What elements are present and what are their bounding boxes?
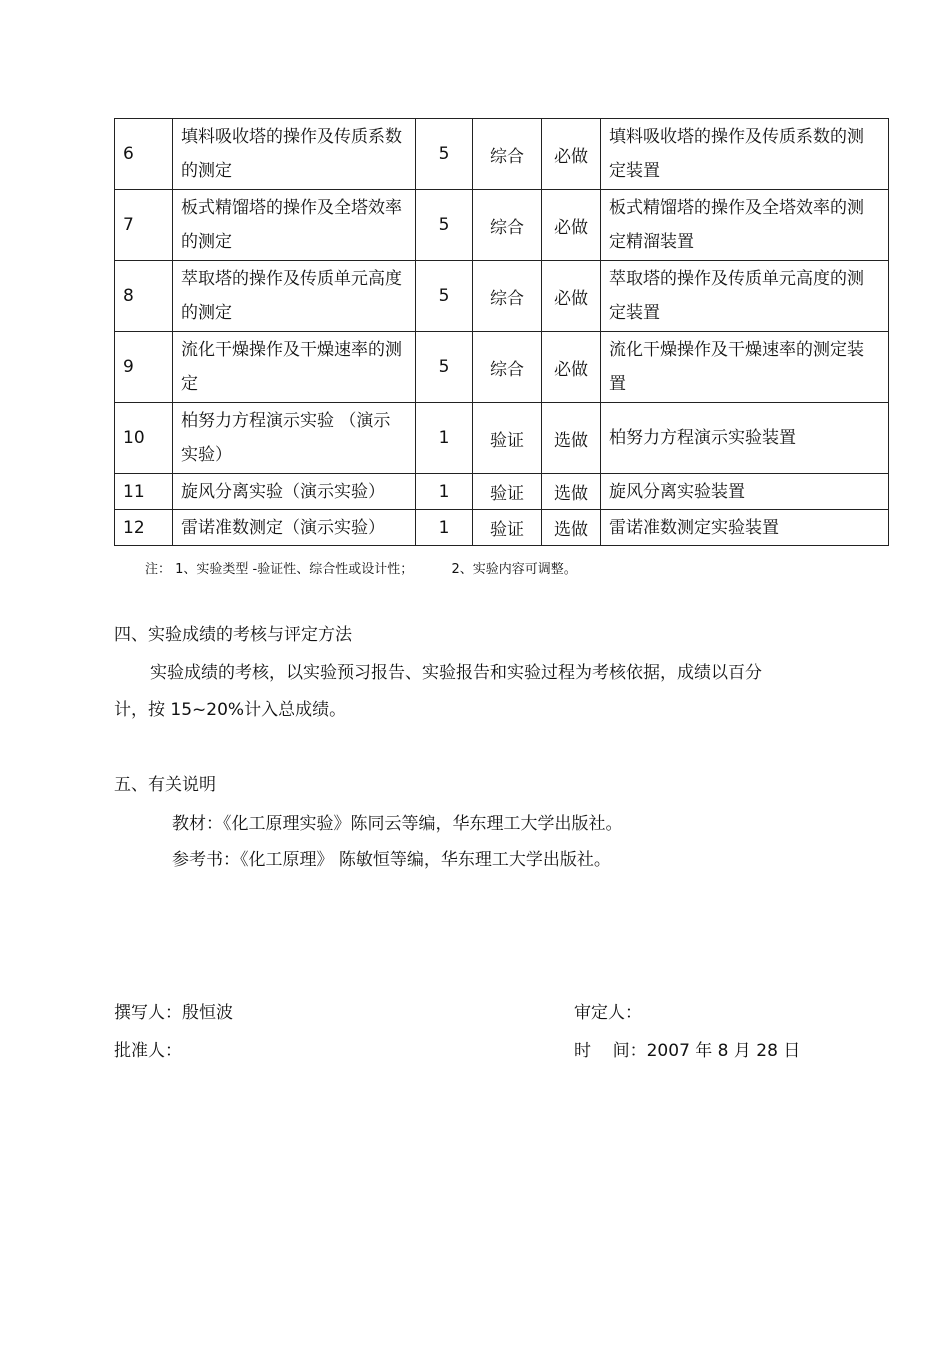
table-row bbox=[115, 510, 889, 546]
row-number: 12 bbox=[115, 510, 173, 546]
experiment-name: 板式精馏塔的操作及全塔效率的测定 bbox=[173, 190, 416, 261]
experiment-hours: 5 bbox=[416, 119, 473, 190]
reviewer-signature: 审定人： bbox=[574, 1003, 642, 1023]
table-note bbox=[145, 558, 577, 577]
experiment-device: 填料吸收塔的操作及传质系数的测定装置 bbox=[601, 119, 889, 190]
row-number: 11 bbox=[115, 474, 173, 510]
table-row bbox=[115, 119, 889, 190]
row-number: 9 bbox=[115, 332, 173, 403]
author-signature: 撰写人：殷恒波 bbox=[114, 1003, 233, 1023]
experiment-type: 综合 bbox=[473, 190, 542, 261]
experiment-hours: 5 bbox=[416, 190, 473, 261]
experiment-requirement: 选做 bbox=[542, 474, 601, 510]
experiment-device: 板式精馏塔的操作及全塔效率的测定精溜装置 bbox=[601, 190, 889, 261]
experiment-hours: 1 bbox=[416, 474, 473, 510]
experiment-type: 验证 bbox=[473, 510, 542, 546]
experiment-name: 旋风分离实验（演示实验） bbox=[173, 474, 416, 510]
experiment-hours: 1 bbox=[416, 403, 473, 474]
experiment-requirement: 必做 bbox=[542, 332, 601, 403]
experiment-requirement: 必做 bbox=[542, 190, 601, 261]
experiment-requirement: 必做 bbox=[542, 261, 601, 332]
textbook-line: 教材：《化工原理实验》陈同云等编，华东理工大学出版社。 bbox=[172, 814, 623, 834]
experiment-type: 综合 bbox=[473, 119, 542, 190]
experiment-name: 雷诺准数测定（演示实验） bbox=[173, 510, 416, 546]
date-line: 时 间：2007 年 8 月 28 日 bbox=[574, 1041, 801, 1061]
experiment-requirement: 选做 bbox=[542, 403, 601, 474]
experiment-name: 流化干燥操作及干燥速率的测定 bbox=[173, 332, 416, 403]
table-row bbox=[115, 403, 889, 474]
section4-line2: 计，按 15~20%计入总成绩。 bbox=[114, 700, 347, 720]
table-row bbox=[115, 190, 889, 261]
experiment-type: 综合 bbox=[473, 261, 542, 332]
row-number: 10 bbox=[115, 403, 173, 474]
experiment-device: 柏努力方程演示实验装置 bbox=[601, 403, 889, 474]
experiment-table-body bbox=[115, 119, 889, 546]
experiment-type: 验证 bbox=[473, 474, 542, 510]
experiment-requirement: 选做 bbox=[542, 510, 601, 546]
table-row bbox=[115, 332, 889, 403]
reference-line: 参考书：《化工原理》 陈敏恒等编，华东理工大学出版社。 bbox=[172, 850, 611, 870]
experiment-hours: 5 bbox=[416, 332, 473, 403]
experiment-device: 雷诺准数测定实验装置 bbox=[601, 510, 889, 546]
note-part2: 2、实验内容可调整。 bbox=[451, 562, 577, 577]
row-number: 8 bbox=[115, 261, 173, 332]
experiment-hours: 1 bbox=[416, 510, 473, 546]
experiment-hours: 5 bbox=[416, 261, 473, 332]
note-part1: 注： 1、实验类型 -验证性、综合性或设计性； bbox=[145, 562, 414, 577]
section4-line1: 实验成绩的考核，以实验预习报告、实验报告和实验过程为考核依据，成绩以百分 bbox=[150, 663, 762, 683]
row-number: 7 bbox=[115, 190, 173, 261]
experiment-device: 萃取塔的操作及传质单元高度的测定装置 bbox=[601, 261, 889, 332]
experiment-type: 验证 bbox=[473, 403, 542, 474]
experiment-requirement: 必做 bbox=[542, 119, 601, 190]
experiment-name: 填料吸收塔的操作及传质系数的测定 bbox=[173, 119, 416, 190]
experiment-table bbox=[114, 118, 889, 546]
section4-heading: 四、实验成绩的考核与评定方法 bbox=[114, 625, 352, 645]
experiment-name: 柏努力方程演示实验 （演示实验） bbox=[173, 403, 416, 474]
section5-heading: 五、有关说明 bbox=[114, 775, 216, 795]
experiment-name: 萃取塔的操作及传质单元高度的测定 bbox=[173, 261, 416, 332]
table-row bbox=[115, 261, 889, 332]
approver-signature: 批准人： bbox=[114, 1041, 182, 1061]
experiment-device: 旋风分离实验装置 bbox=[601, 474, 889, 510]
experiment-device: 流化干燥操作及干燥速率的测定装置 bbox=[601, 332, 889, 403]
table-row bbox=[115, 474, 889, 510]
row-number: 6 bbox=[115, 119, 173, 190]
experiment-type: 综合 bbox=[473, 332, 542, 403]
